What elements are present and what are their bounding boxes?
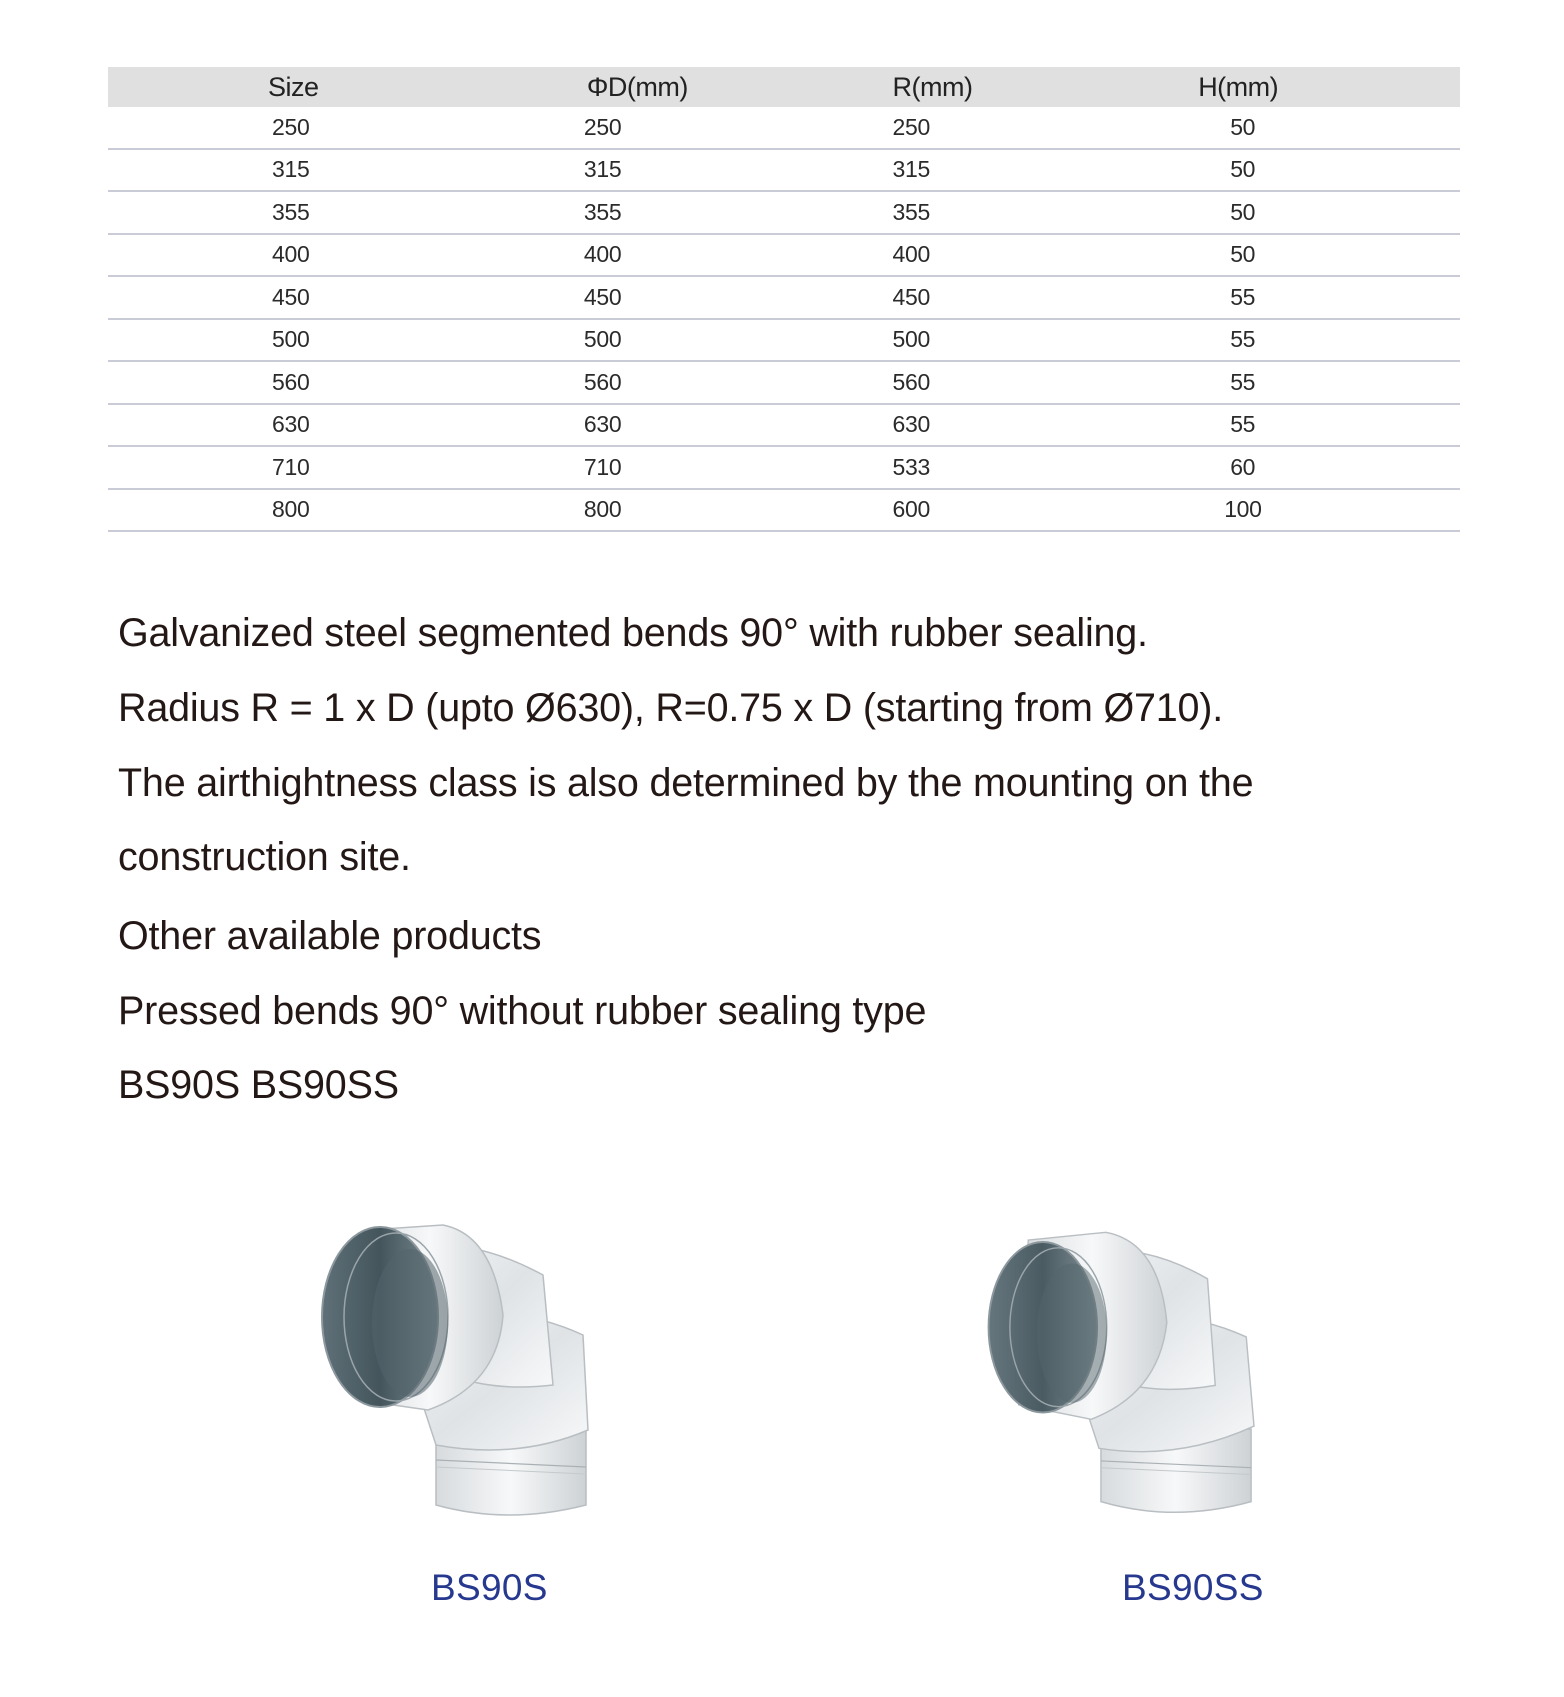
table-row [108, 234, 1460, 277]
size-cell: 500 [108, 319, 477, 362]
description-line: Pressed bends 90° without rubber sealing type [118, 989, 927, 1033]
diameter-cell: 250 [477, 107, 773, 149]
segmented-bend-90-icon [975, 1207, 1285, 1525]
header-size: Size [108, 67, 477, 107]
radius-cell: 533 [772, 446, 1068, 489]
height-cell: 50 [1068, 149, 1460, 192]
description-line: Radius R = 1 x D (upto Ø630), R=0.75 x D (starting from Ø710). [118, 686, 1224, 730]
height-cell: 50 [1068, 234, 1460, 277]
diameter-cell: 450 [477, 276, 773, 319]
height-cell: 100 [1068, 489, 1460, 532]
table-row [108, 149, 1460, 192]
description-line: Galvanized steel segmented bends 90° with rubber sealing. [118, 611, 1148, 655]
product-label: BS90SS [1122, 1567, 1264, 1608]
spec-table [108, 67, 1460, 532]
radius-cell: 500 [772, 319, 1068, 362]
table-row [108, 319, 1460, 362]
diameter-cell: 315 [477, 149, 773, 192]
table-row [108, 489, 1460, 532]
table-row [108, 361, 1460, 404]
radius-cell: 560 [772, 361, 1068, 404]
radius-cell: 315 [772, 149, 1068, 192]
size-cell: 630 [108, 404, 477, 447]
radius-cell: 400 [772, 234, 1068, 277]
height-cell: 55 [1068, 404, 1460, 447]
table-row [108, 191, 1460, 234]
table-row [108, 404, 1460, 447]
product-codes: BS90S BS90SS [118, 1063, 399, 1107]
radius-cell: 450 [772, 276, 1068, 319]
table-header-row [108, 67, 1460, 107]
height-cell: 50 [1068, 107, 1460, 149]
header-radius: R(mm) [772, 67, 1068, 107]
diameter-cell: 355 [477, 191, 773, 234]
description-line: construction site. [118, 835, 411, 879]
diameter-cell: 560 [477, 361, 773, 404]
header-height: H(mm) [1068, 67, 1460, 107]
radius-cell: 250 [772, 107, 1068, 149]
table-row [108, 276, 1460, 319]
diameter-cell: 710 [477, 446, 773, 489]
segmented-bend-90-icon [318, 1205, 638, 1525]
diameter-cell: 630 [477, 404, 773, 447]
size-cell: 250 [108, 107, 477, 149]
diameter-cell: 800 [477, 489, 773, 532]
radius-cell: 630 [772, 404, 1068, 447]
radius-cell: 600 [772, 489, 1068, 532]
description-line: The airthightness class is also determined by the mounting on the [118, 761, 1254, 805]
radius-cell: 355 [772, 191, 1068, 234]
height-cell: 60 [1068, 446, 1460, 489]
size-cell: 355 [108, 191, 477, 234]
diameter-cell: 500 [477, 319, 773, 362]
size-cell: 450 [108, 276, 477, 319]
header-diameter: ΦD(mm) [477, 67, 773, 107]
size-cell: 315 [108, 149, 477, 192]
other-products-heading: Other available products [118, 914, 542, 958]
product-label: BS90S [431, 1567, 548, 1608]
size-cell: 800 [108, 489, 477, 532]
height-cell: 50 [1068, 191, 1460, 234]
diameter-cell: 400 [477, 234, 773, 277]
table-row [108, 446, 1460, 489]
size-cell: 400 [108, 234, 477, 277]
height-cell: 55 [1068, 276, 1460, 319]
height-cell: 55 [1068, 319, 1460, 362]
size-cell: 560 [108, 361, 477, 404]
table-row [108, 107, 1460, 149]
size-cell: 710 [108, 446, 477, 489]
height-cell: 55 [1068, 361, 1460, 404]
